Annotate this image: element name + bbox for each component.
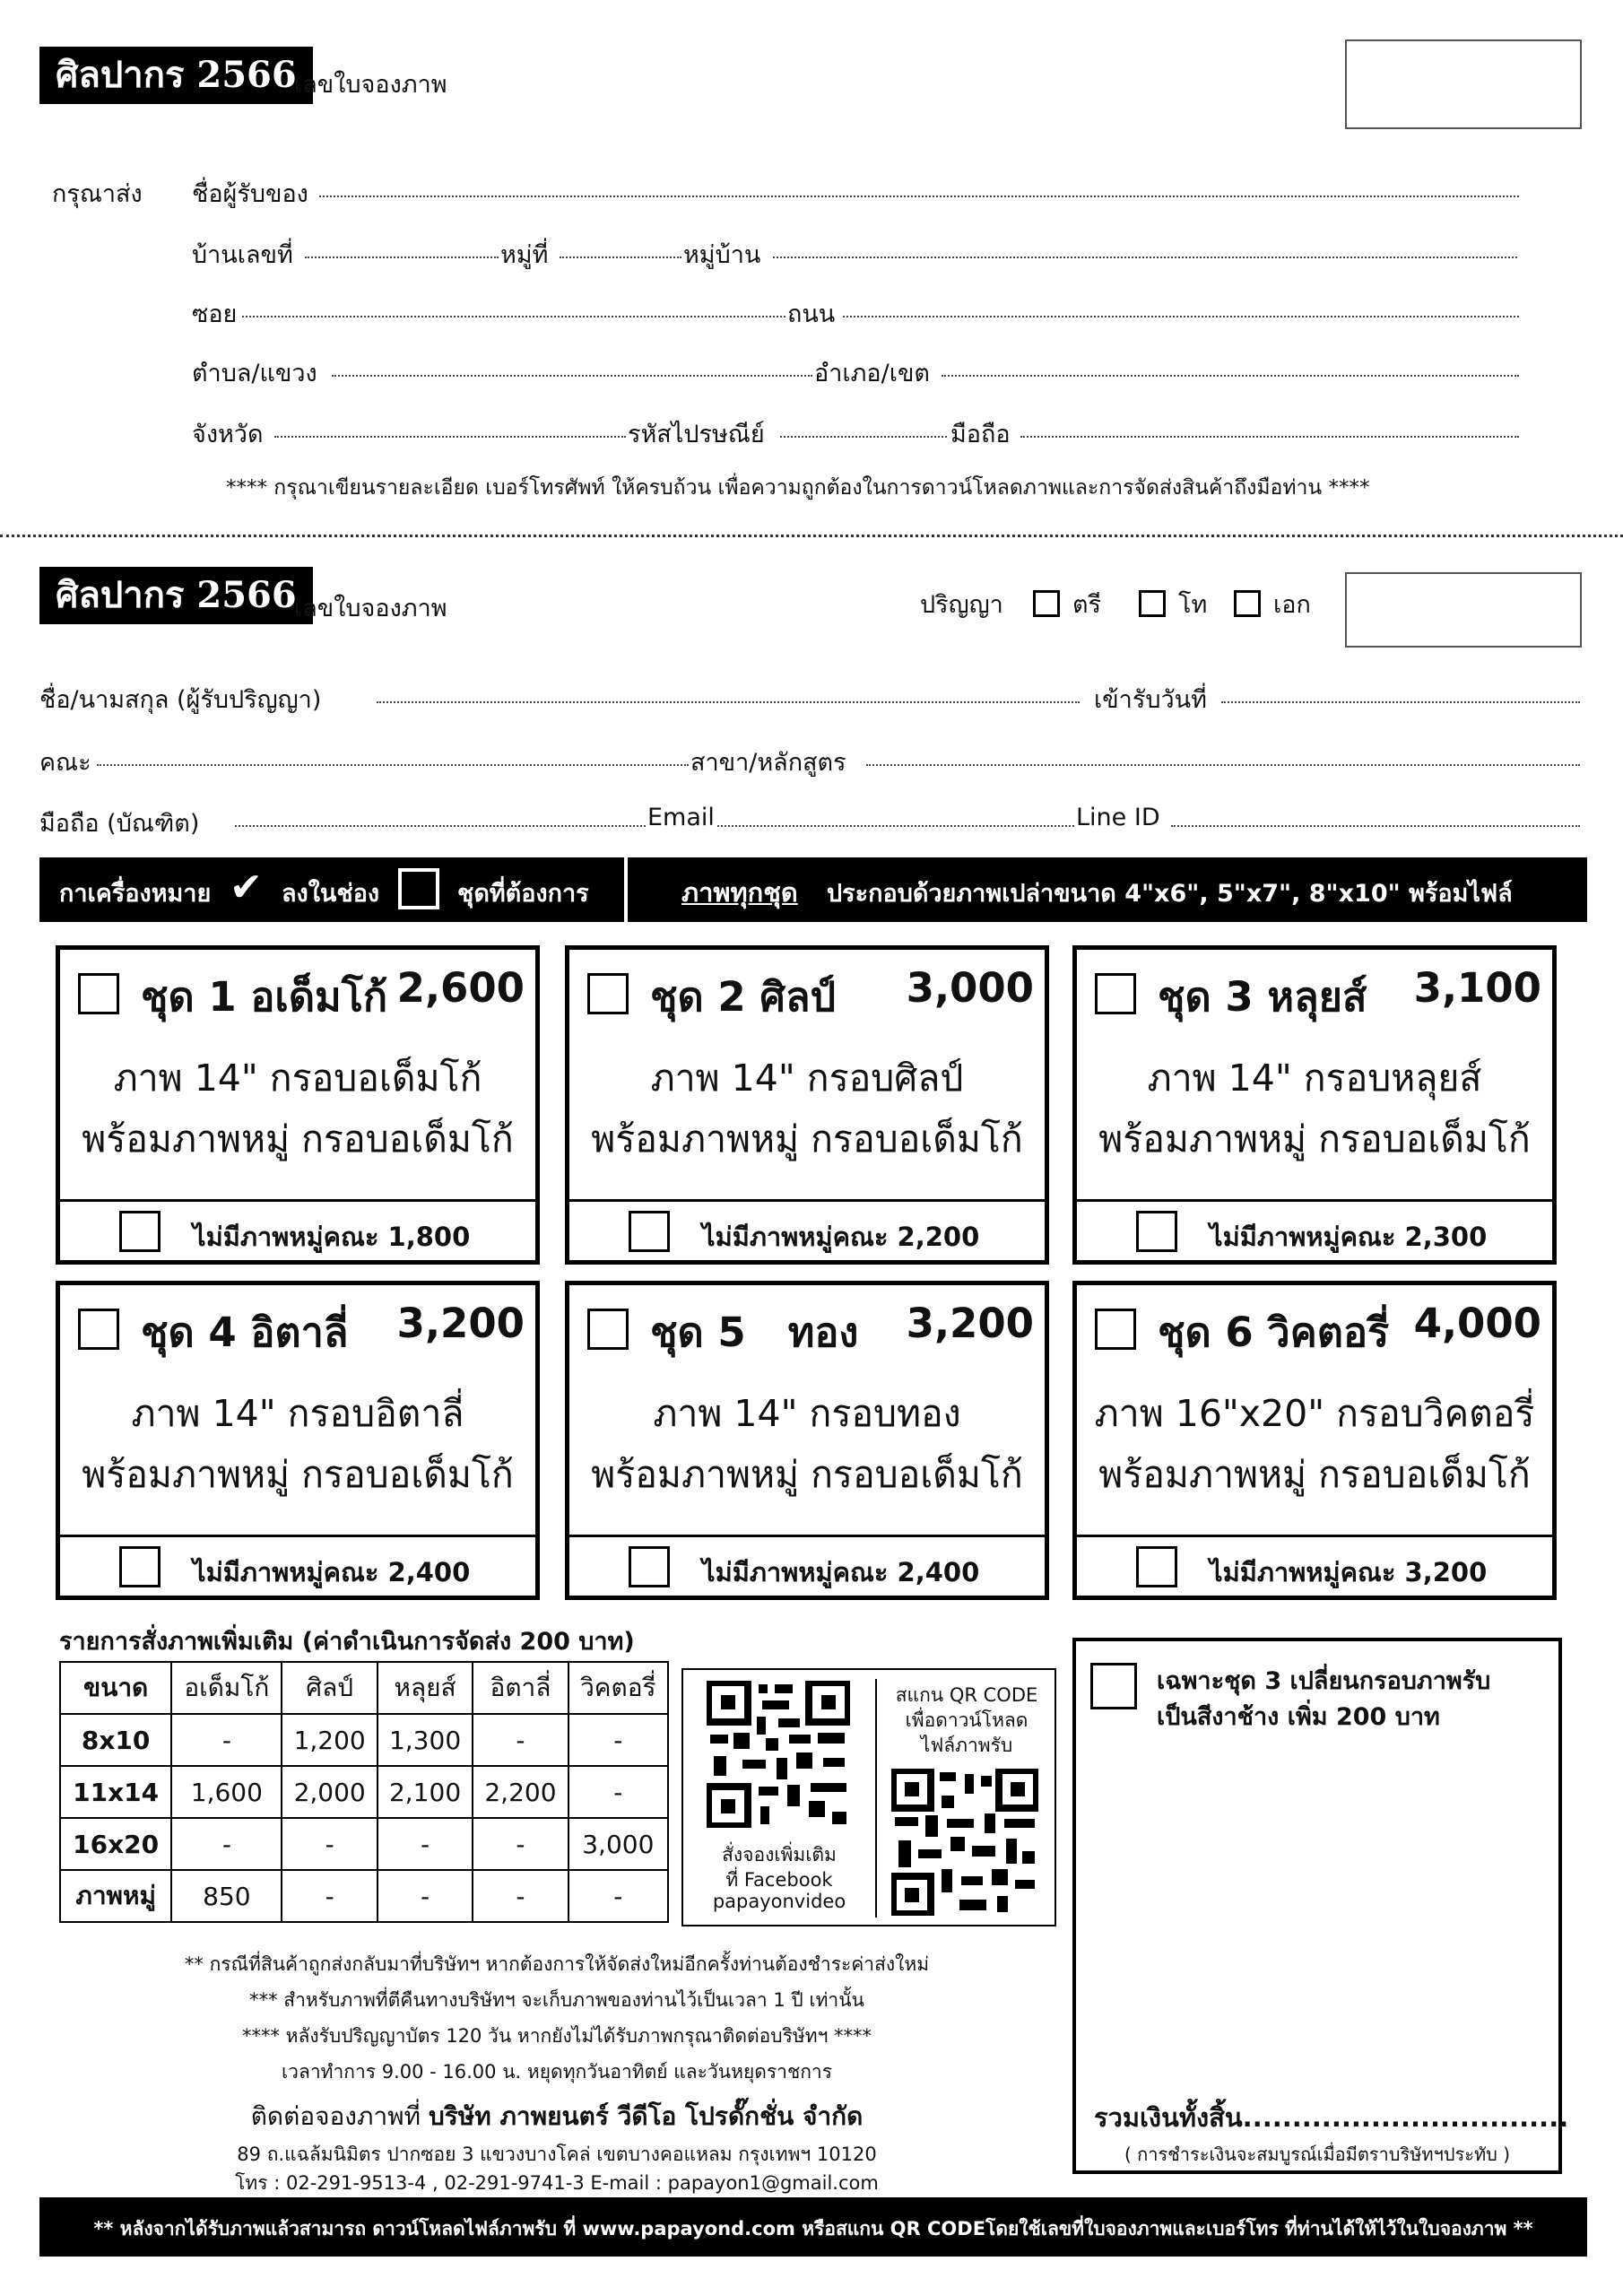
- package-3-line2: พร้อมภาพหมู่ กรอบอเด็มโก้: [1098, 1118, 1531, 1161]
- contact-lead: ติดต่อจองภาพที่: [250, 2101, 421, 2131]
- facebook-qr-graphic: [707, 1681, 850, 1828]
- degree-doctor-label: เอก: [1273, 591, 1311, 619]
- village-label: หมู่บ้าน: [683, 241, 761, 269]
- price-cell: -: [282, 1870, 377, 1922]
- price-size-cell: 11x14: [60, 1766, 171, 1818]
- package-3-alt-checkbox[interactable]: [1136, 1211, 1177, 1252]
- grad-name-label: ชื่อ/นามสกุล (ผู้รับปริญญา): [39, 686, 322, 714]
- email-field[interactable]: [717, 825, 1074, 827]
- moo-label: หมู่ที่: [500, 241, 549, 269]
- package-6-checkbox[interactable]: [1095, 1309, 1136, 1350]
- grad-mobile-label: มือถือ (บัณฑิต): [39, 810, 200, 838]
- degree-label: ปริญญา: [920, 591, 1003, 619]
- price-size-cell: 8x10: [60, 1714, 171, 1766]
- recipient-field[interactable]: [319, 196, 1519, 197]
- package-2-card[interactable]: [565, 945, 1049, 1265]
- package-3-line1: ภาพ 14" กรอบหลุยส์: [1147, 1057, 1482, 1100]
- price-cell: 1,300: [378, 1714, 473, 1766]
- package-2-alt-label: ไม่มีภาพหมู่คณะ 2,200: [702, 1222, 980, 1252]
- subdistrict-label: ตำบล/แขวง: [192, 360, 317, 387]
- road-field[interactable]: [843, 316, 1519, 317]
- degree-master-checkbox[interactable]: [1139, 590, 1166, 617]
- package-2-price: 3,000: [906, 964, 1034, 1012]
- package-3-name: ชุด 3 หลุยส์: [1158, 973, 1367, 1021]
- price-cell: -: [568, 1870, 668, 1922]
- package-4-card[interactable]: [56, 1281, 540, 1600]
- faculty-field[interactable]: [97, 764, 689, 766]
- note-3: **** หลังรับปริญญาบัตร 120 วัน หากยังไม่ได้รับภาพกรุณาติดต่อบริษัทฯ ****: [241, 2025, 872, 2047]
- note-2: *** สำหรับภาพที่ตีคืนทางบริษัทฯ จะเก็บภาพของท่านไว้เป็นเวลา 1 ปี เท่านั้น: [249, 1989, 864, 2011]
- ivory-frame-checkbox[interactable]: [1090, 1663, 1137, 1709]
- price-cell: -: [378, 1818, 473, 1870]
- price-table-row: [60, 1766, 668, 1818]
- price-header-cell: ขนาด: [60, 1662, 171, 1714]
- facebook-qr-icon: [707, 1681, 850, 1828]
- major-field[interactable]: [866, 764, 1580, 766]
- package-5-card[interactable]: [565, 1281, 1049, 1600]
- package-5-price: 3,200: [906, 1300, 1034, 1347]
- price-header-cell: อเด็มโก้: [171, 1662, 282, 1714]
- price-cell: 3,000: [568, 1818, 668, 1870]
- package-4-alt-checkbox[interactable]: [119, 1546, 161, 1587]
- package-1-name: ชุด 1 อเด็มโก้: [141, 973, 388, 1021]
- price-cell: 1,600: [171, 1766, 282, 1818]
- download-text-2: เพื่อดาวน์โหลด: [905, 1709, 1028, 1731]
- download-qr-graphic: [891, 1769, 1038, 1916]
- package-2-alt-row: [569, 1199, 1045, 1260]
- checkmark-icon: ✔: [230, 865, 263, 910]
- package-5-alt-label: ไม่มีภาพหมู่คณะ 2,400: [702, 1557, 980, 1587]
- instruction-box-text: ลงในช่อง: [282, 880, 380, 908]
- package-6-line1: ภาพ 16"x20" กรอบวิคตอรี่: [1094, 1392, 1535, 1435]
- facebook-text-2: ที่ Facebook: [725, 1869, 833, 1891]
- degree-bachelor-label: ตรี: [1072, 591, 1102, 619]
- price-header-cell: ศิลป์: [282, 1662, 377, 1714]
- facebook-text-1: สั่งจองเพิ่มเติม: [722, 1844, 837, 1866]
- price-cell: -: [568, 1714, 668, 1766]
- upgrade-total-box: [1072, 1638, 1569, 2174]
- package-2-alt-checkbox[interactable]: [629, 1211, 670, 1252]
- village-field[interactable]: [773, 257, 1517, 258]
- package-2-checkbox[interactable]: [587, 973, 629, 1014]
- price-cell: -: [171, 1818, 282, 1870]
- price-cell: -: [171, 1714, 282, 1766]
- download-qr-icon: [891, 1769, 1038, 1916]
- house-no-field[interactable]: [305, 257, 499, 258]
- company-name: บริษัท ภาพยนตร์ วีดีโอ โปรดั๊กชั่น จำกัด: [428, 2101, 864, 2131]
- package-1-alt-row: [60, 1199, 535, 1260]
- package-4-alt-row: [60, 1535, 535, 1596]
- package-5-line1: ภาพ 14" กรอบทอง: [653, 1392, 961, 1435]
- top-form-tag: ศิลปากร 2566: [39, 47, 313, 104]
- instruction-set-text: ชุดที่ต้องการ: [457, 880, 589, 908]
- all-sets-label: ภาพทุกชุด: [681, 877, 798, 908]
- province-label: จังหวัด: [192, 421, 264, 448]
- qr-panel: [681, 1668, 1056, 1926]
- all-sets-description: ประกอบด้วยภาพเปล่าขนาด 4"x6", 5"x7", 8"x10" พร้อมไฟล์: [827, 880, 1513, 908]
- instruction-bar: [39, 857, 1587, 922]
- package-6-card[interactable]: [1072, 1281, 1557, 1600]
- price-header-cell: วิคตอรี่: [568, 1662, 668, 1714]
- postcode-field[interactable]: [780, 436, 947, 438]
- extra-price-table: [59, 1661, 669, 1923]
- grand-total-label[interactable]: รวมเงินทั้งสิ้น.................................: [1094, 2102, 1569, 2133]
- package-1-price: 2,600: [396, 964, 525, 1012]
- upgrade-line-1: เฉพาะชุด 3 เปลี่ยนกรอบภาพรับ: [1157, 1667, 1491, 1695]
- bottom-form-tag: ศิลปากร 2566: [39, 567, 313, 624]
- price-table-row: [60, 1714, 668, 1766]
- package-6-alt-label: ไม่มีภาพหมู่คณะ 3,200: [1210, 1557, 1488, 1587]
- degree-doctor-checkbox[interactable]: [1234, 590, 1261, 617]
- package-6-line2: พร้อมภาพหมู่ กรอบอเด็มโก้: [1098, 1453, 1531, 1496]
- package-4-line2: พร้อมภาพหมู่ กรอบอเด็มโก้: [82, 1453, 514, 1496]
- email-label: Email: [647, 804, 715, 831]
- package-4-price: 3,200: [396, 1300, 525, 1347]
- soi-field[interactable]: [242, 316, 785, 317]
- upgrade-line-2: เป็นสีงาช้าง เพิ่ม 200 บาท: [1157, 1703, 1440, 1731]
- company-phone-email: โทร : 02-291-9513-4 , 02-291-9741-3 E-mail : papayon1@gmail.com: [235, 2172, 879, 2194]
- price-table-row: [60, 1818, 668, 1870]
- company-address: 89 ถ.แฉล้มนิมิตร ปากซอย 3 แขวงบางโคล่ เขตบางคอแหลม กรุงเทพฯ 10120: [237, 2144, 877, 2165]
- package-5-alt-checkbox[interactable]: [629, 1546, 670, 1587]
- ceremony-date-label: เข้ารับวันที่: [1094, 686, 1207, 714]
- extra-order-title: รายการสั่งภาพเพิ่มเติม (ค่าดำเนินการจัดส่ง 200 บาท): [59, 1628, 635, 1656]
- price-cell: -: [473, 1870, 568, 1922]
- package-3-price: 3,100: [1413, 964, 1541, 1012]
- moo-field[interactable]: [560, 257, 681, 258]
- top-form-note: **** กรุณาเขียนรายละเอียด เบอร์โทรศัพท์ ให้ครบถ้วน เพื่อความถูกต้องในการดาวน์โหลดภาพและการจัดส่งสินค้าถึงมือท่าน ****: [226, 476, 1370, 500]
- empty-box-icon: [398, 868, 439, 909]
- grad-mobile-field[interactable]: [235, 825, 646, 827]
- degree-master-label: โท: [1178, 591, 1208, 619]
- package-5-line2: พร้อมภาพหมู่ กรอบอเด็มโก้: [591, 1453, 1023, 1496]
- line-id-label: Line ID: [1076, 804, 1160, 831]
- price-header-cell: อิตาลี่: [473, 1662, 568, 1714]
- package-2-line2: พร้อมภาพหมู่ กรอบอเด็มโก้: [591, 1118, 1023, 1161]
- package-2-name: ชุด 2 ศิลป์: [650, 973, 837, 1021]
- payment-note: ( การชำระเงินจะสมบูรณ์เมื่อมีตราบริษัทฯประทับ ): [1124, 2144, 1511, 2165]
- bottom-booking-no-label: เลขใบจองภาพ: [294, 595, 447, 622]
- soi-label: ซอย: [192, 300, 238, 328]
- faculty-label: คณะ: [39, 749, 91, 777]
- facebook-text-3: papayonvideo: [712, 1891, 846, 1912]
- package-3-alt-label: ไม่มีภาพหมู่คณะ 2,300: [1210, 1222, 1488, 1252]
- province-field[interactable]: [274, 436, 626, 438]
- package-2-line1: ภาพ 14" กรอบศิลป์: [650, 1057, 964, 1100]
- mobile-field[interactable]: [1020, 436, 1519, 438]
- package-1-line1: ภาพ 14" กรอบอเด็มโก้: [113, 1057, 482, 1100]
- note-1: ** กรณีที่สินค้าถูกส่งกลับมาที่บริษัทฯ หากต้องการให้จัดส่งใหม่อีกครั้งท่านต้องชำระค่าส่งใหม่: [184, 1953, 930, 1975]
- package-4-alt-label: ไม่มีภาพหมู่คณะ 2,400: [193, 1557, 471, 1587]
- package-5-checkbox[interactable]: [587, 1309, 629, 1350]
- package-1-line2: พร้อมภาพหมู่ กรอบอเด็มโก้: [82, 1118, 514, 1161]
- price-cell: -: [473, 1714, 568, 1766]
- price-cell: -: [568, 1766, 668, 1818]
- package-6-alt-checkbox[interactable]: [1136, 1546, 1177, 1587]
- price-cell: 850: [171, 1870, 282, 1922]
- road-label: ถนน: [787, 300, 836, 328]
- package-3-checkbox[interactable]: [1095, 973, 1136, 1014]
- package-1-card[interactable]: [56, 945, 540, 1265]
- send-label: กรุณาส่ง: [52, 180, 143, 208]
- bottom-booking-no-box[interactable]: [1345, 572, 1582, 648]
- package-5-name: ชุด 5 ทอง: [650, 1309, 859, 1356]
- district-label: อำเภอ/เขต: [814, 360, 930, 387]
- bar-divider: [624, 857, 628, 922]
- contact-line: [59, 2097, 1055, 2136]
- major-label: สาขา/หลักสูตร: [690, 749, 846, 777]
- package-4-line1: ภาพ 14" กรอบอิตาลี่: [131, 1392, 464, 1435]
- price-cell: 2,100: [378, 1766, 473, 1818]
- price-header-cell: หลุยส์: [378, 1662, 473, 1714]
- package-5-alt-row: [569, 1535, 1045, 1596]
- price-cell: 2,000: [282, 1766, 377, 1818]
- package-3-card[interactable]: [1072, 945, 1557, 1265]
- package-1-checkbox[interactable]: [78, 973, 119, 1014]
- cut-line: [0, 535, 1623, 537]
- download-text-3: ไฟล์ภาพรับ: [920, 1735, 1013, 1756]
- price-cell: -: [473, 1818, 568, 1870]
- price-size-cell: 16x20: [60, 1818, 171, 1870]
- price-size-cell: ภาพหมู่: [60, 1870, 171, 1922]
- footer-text: ** หลังจากได้รับภาพแล้วสามารถ ดาวน์โหลดไฟล์ภาพรับ ที่ www.papayond.com หรือสแกน QR CODEโดยใช้เลขที่ใบจองภาพและเบอร์โทร ที่ท่านได้ให้ไว้ในใบจองภาพ **: [93, 2218, 1533, 2239]
- package-1-alt-label: ไม่มีภาพหมู่คณะ 1,800: [193, 1222, 471, 1252]
- ceremony-date-field[interactable]: [1221, 701, 1580, 703]
- instruction-mark-text: กาเครื่องหมาย: [59, 880, 212, 908]
- note-4: เวลาทำการ 9.00 - 16.00 น. หยุดทุกวันอาทิตย์ และวันหยุดราชการ: [282, 2061, 832, 2083]
- price-table-header-row: [60, 1662, 668, 1714]
- line-id-field[interactable]: [1171, 825, 1580, 827]
- price-cell: 1,200: [282, 1714, 377, 1766]
- price-cell: -: [378, 1870, 473, 1922]
- top-booking-no-box[interactable]: [1345, 39, 1582, 129]
- package-1-alt-checkbox[interactable]: [119, 1211, 161, 1252]
- package-4-checkbox[interactable]: [78, 1309, 119, 1350]
- footer-bar: [39, 2197, 1587, 2257]
- package-6-alt-row: [1077, 1535, 1552, 1596]
- grad-name-field[interactable]: [377, 701, 1080, 703]
- price-cell: 2,200: [473, 1766, 568, 1818]
- mobile-label: มือถือ: [950, 421, 1011, 448]
- subdistrict-field[interactable]: [332, 375, 812, 377]
- price-table-row: [60, 1870, 668, 1922]
- degree-bachelor-checkbox[interactable]: [1033, 590, 1060, 617]
- package-6-name: ชุด 6 วิคตอรี่: [1158, 1309, 1390, 1356]
- package-6-price: 4,000: [1413, 1300, 1541, 1347]
- recipient-label: ชื่อผู้รับของ: [192, 180, 308, 208]
- postcode-label: รหัสไปรษณีย์: [628, 421, 765, 448]
- download-text-1: สแกน QR CODE: [895, 1684, 1038, 1706]
- district-field[interactable]: [942, 375, 1519, 377]
- package-3-alt-row: [1077, 1199, 1552, 1260]
- package-4-name: ชุด 4 อิตาลี่: [141, 1309, 349, 1356]
- house-no-label: บ้านเลขที่: [192, 241, 293, 269]
- top-booking-no-label: เลขใบจองภาพ: [294, 71, 447, 99]
- price-cell: -: [282, 1818, 377, 1870]
